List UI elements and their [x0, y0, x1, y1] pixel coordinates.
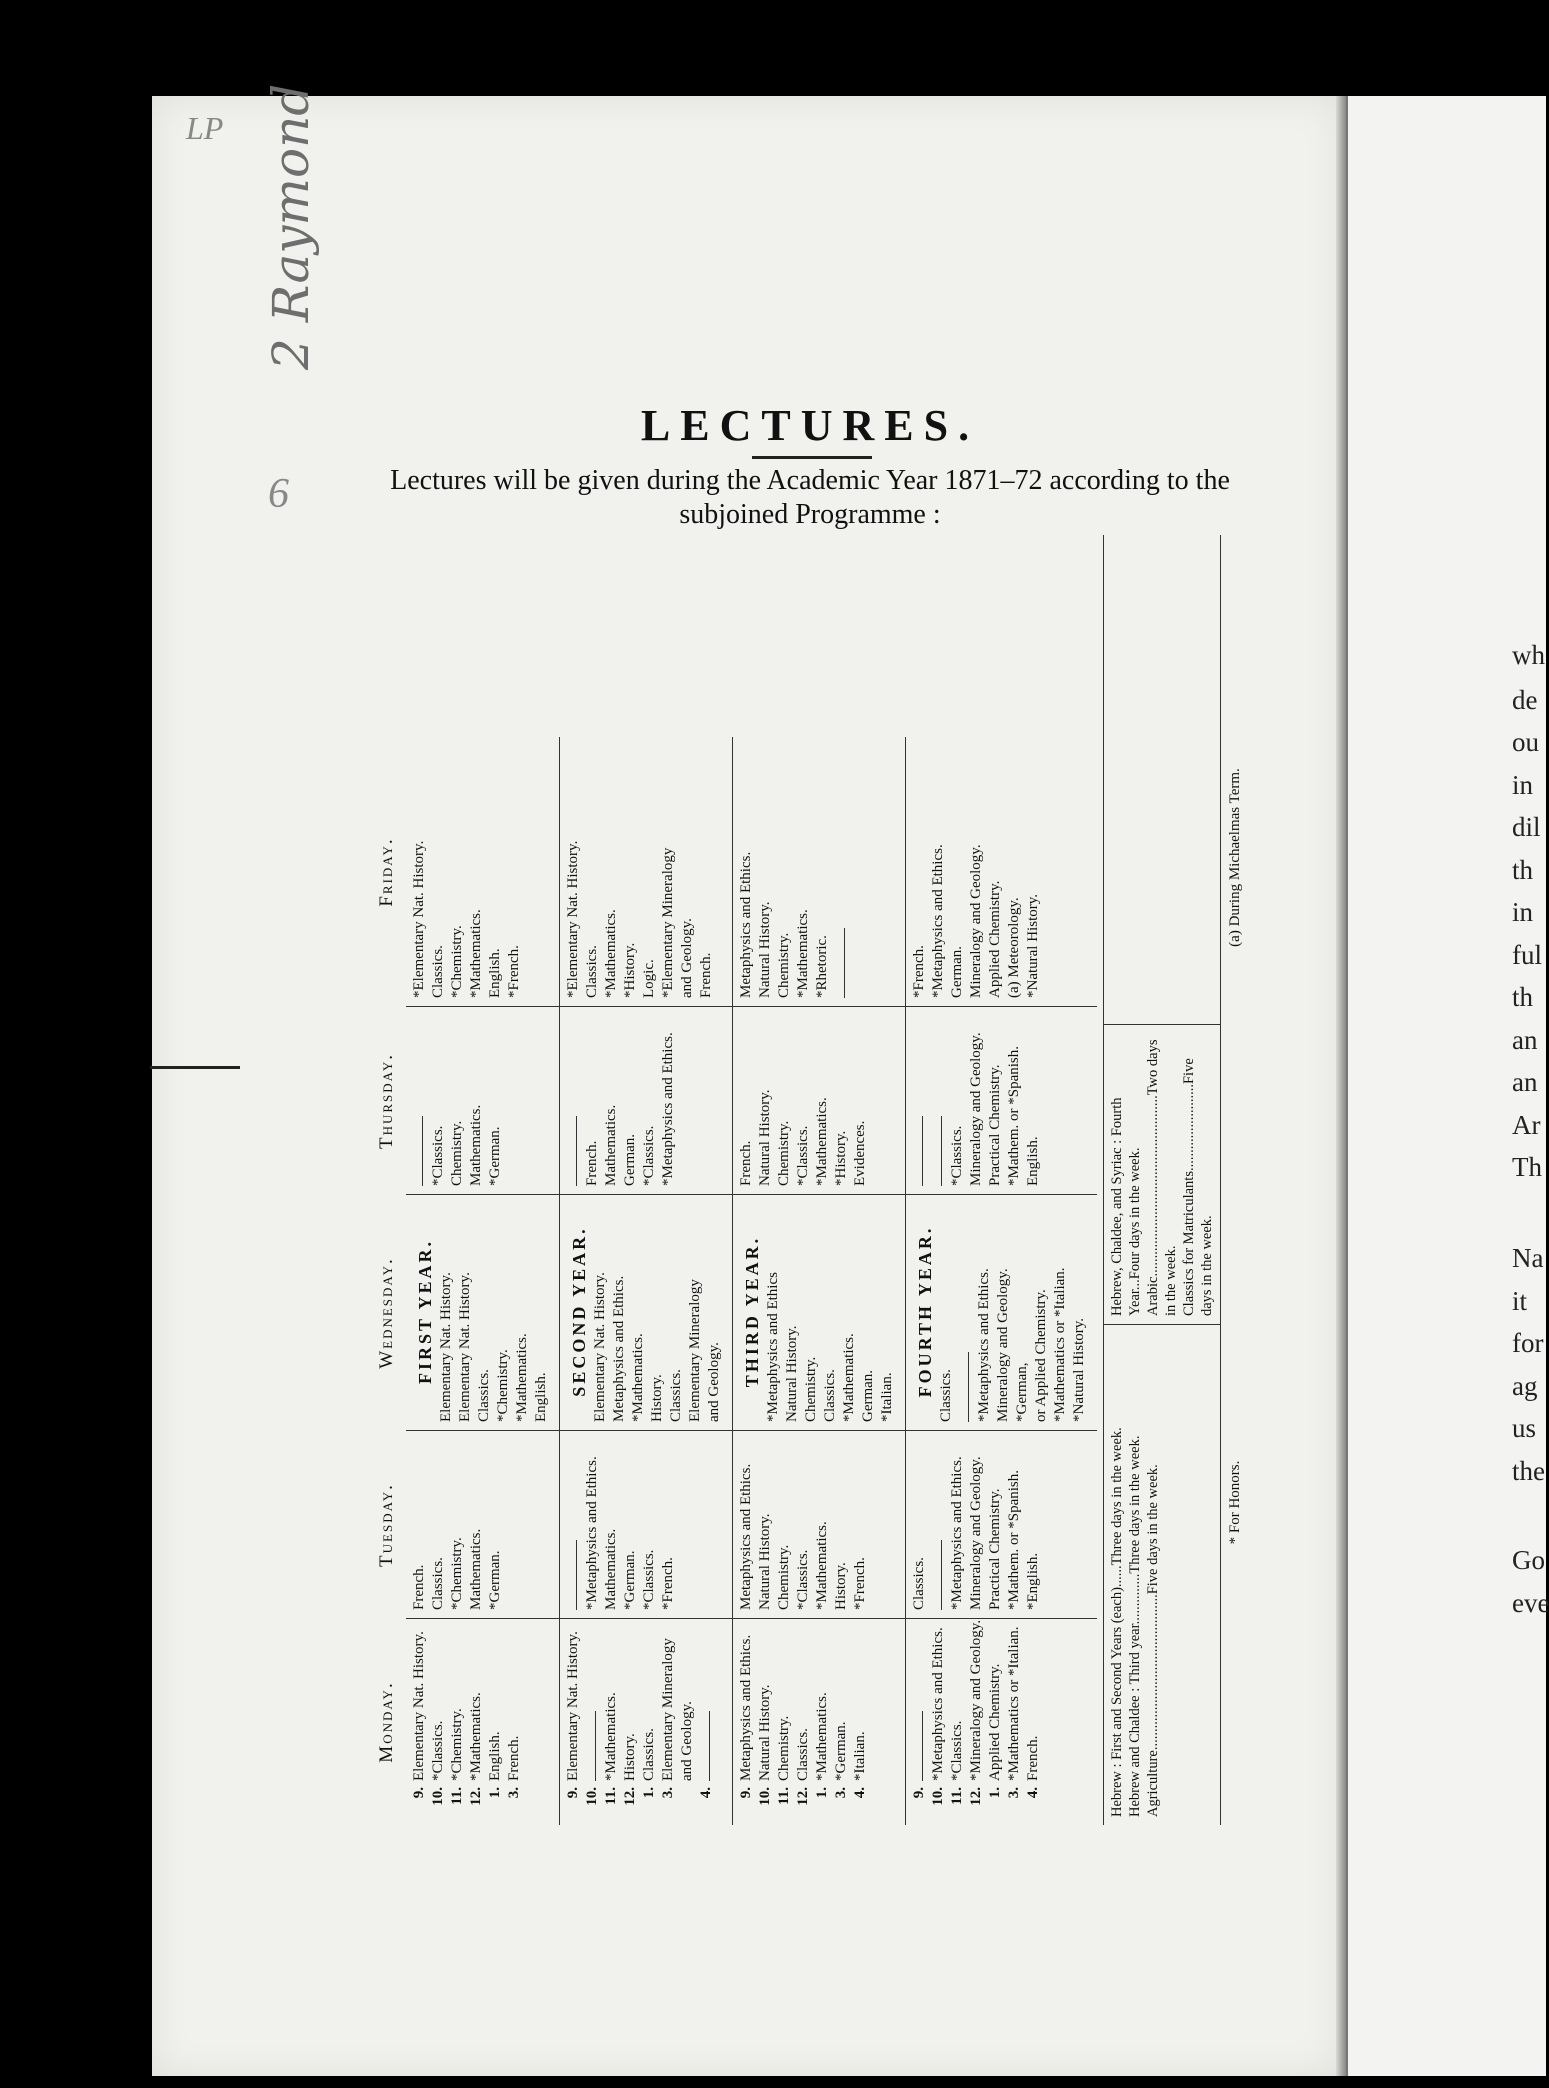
cell-monday-y3: [732, 1619, 905, 1825]
footer-arabic-column: [1104, 1025, 1220, 1325]
lecture-entry: [775, 1625, 794, 1817]
cell-thursday-y3: [732, 1007, 905, 1195]
lecture-subject: *German.: [833, 1721, 849, 1781]
hour-number: 11.: [603, 1787, 619, 1805]
day-header-wednesday: Wednesday.: [376, 1257, 397, 1369]
lecture-entry: [505, 1625, 524, 1817]
lecture-subject: *Mathematics.: [468, 1692, 484, 1781]
lecture-entry: Mathematics.: [468, 1528, 484, 1610]
hour-number: 11.: [449, 1787, 465, 1805]
hour-number: 10.: [930, 1787, 946, 1806]
lecture-subject: French.: [506, 1735, 522, 1781]
hour-number: 1.: [487, 1787, 503, 1799]
lecture-entry: [832, 743, 851, 998]
lecture-entry: [640, 1625, 659, 1817]
hour-number: 1.: [987, 1787, 1003, 1799]
cell-thursday-y1: [406, 1007, 559, 1195]
cell-monday-y1: [406, 1619, 559, 1825]
hour-number: 3.: [506, 1787, 522, 1799]
lecture-subject: *Mineralogy and Geology.: [968, 1619, 984, 1781]
lecture-entry: French.: [411, 1564, 427, 1610]
lecture-entry: [929, 1437, 948, 1610]
lecture-subject: Elementary Nat. History.: [411, 1631, 427, 1781]
cell-tuesday-y3: [732, 1431, 905, 1619]
year-heading-first: FIRST YEAR.: [415, 1238, 435, 1385]
lecture-entry: Natural History.: [757, 901, 773, 998]
hour-number: 9.: [911, 1787, 927, 1799]
lecture-entry: *French.: [852, 1557, 868, 1610]
lecture-subject: Elementary Nat. History.: [565, 1631, 581, 1781]
cell-wednesday-y1: [406, 1195, 559, 1431]
lecture-entry: [910, 1013, 929, 1186]
lecture-entry: *Natural History.: [1071, 1317, 1087, 1422]
lecture-entry: *German.: [622, 1550, 638, 1610]
lecture-entry: *French.: [911, 945, 927, 998]
hour-number: 12.: [468, 1787, 484, 1806]
facing-page-word: ful: [1512, 940, 1542, 970]
lecture-entry: *Metaphysics and Ethics: [765, 1272, 781, 1422]
lecture-entry: *Mathematics or *Italian.: [1052, 1267, 1068, 1422]
lecture-entry: Natural History.: [757, 1089, 773, 1186]
lecture-entry: Metaphysics and Ethics.: [611, 1275, 627, 1422]
lecture-entry: [832, 1625, 851, 1817]
lecture-entry: *Mathem. or *Spanish.: [1006, 1470, 1022, 1610]
facing-page-word: the: [1512, 1456, 1545, 1486]
footer-line: Hebrew and Chaldee : Third year..............Three days in the week.: [1127, 1435, 1143, 1817]
lecture-entry: *Classics.: [641, 1125, 657, 1186]
lecture-entry: French.: [738, 1140, 754, 1186]
hour-number: 12.: [968, 1787, 984, 1806]
lecture-entry: Natural History.: [757, 1513, 773, 1610]
lecture-subject: English.: [487, 1731, 503, 1781]
lecture-entry: *German.: [487, 1126, 503, 1186]
lecture-entry: Mineralogy and Geology.: [968, 1456, 984, 1610]
facing-page-word: th: [1512, 982, 1534, 1012]
lecture-entry: Practical Chemistry.: [987, 1488, 1003, 1610]
lecture-entry: [929, 1625, 948, 1817]
margin-mark: [150, 1066, 240, 1069]
facing-page-word: de: [1512, 685, 1538, 715]
lecture-entry: [813, 1625, 832, 1817]
lecture-subject: Applied Chemistry.: [987, 1663, 1003, 1781]
lecture-subject: History.: [622, 1733, 638, 1781]
hour-number: 12.: [795, 1787, 811, 1806]
lecture-entry: Elementary Nat. History.: [592, 1272, 608, 1422]
year-heading-second: SECOND YEAR.: [569, 1226, 589, 1397]
cell-wednesday-y2: [559, 1195, 732, 1431]
lecture-entry: [410, 1013, 429, 1186]
lecture-entry: *Chemistry.: [449, 1537, 465, 1610]
lecture-subject: Natural History.: [757, 1684, 773, 1781]
lecture-entry: Mineralogy and Geology.: [968, 844, 984, 998]
lecture-entry: *Classics.: [795, 1549, 811, 1610]
lecture-entry: [659, 1625, 678, 1817]
hour-number: 10.: [584, 1787, 600, 1806]
lecture-entry: [967, 1619, 986, 1817]
lecture-entry: Classics.: [476, 1369, 492, 1422]
footer-line: Hebrew, Chaldee, and Syriac : Fourth Year...Four days in the week.: [1109, 1097, 1143, 1316]
lecture-entry: *Metaphysics and Ethics.: [930, 844, 946, 998]
lecture-entry: Classics.: [430, 1557, 446, 1610]
lecture-entry: [756, 1625, 775, 1817]
lecture-entry: [956, 1201, 975, 1422]
facing-page-word: it: [1512, 1286, 1528, 1316]
lecture-entry: Classics.: [584, 945, 600, 998]
lecture-entry: *Mathematics.: [630, 1333, 646, 1422]
footer-hebrew-column: [1104, 1325, 1220, 1825]
lecture-subject: *Classics.: [430, 1720, 446, 1781]
lecture-subject: Classics.: [795, 1728, 811, 1781]
hour-number: 10.: [757, 1787, 773, 1806]
facing-page-word: in: [1512, 770, 1534, 800]
lecture-entry: English.: [533, 1372, 549, 1422]
day-header-tuesday: Tuesday.: [376, 1483, 397, 1567]
lecture-entry: [467, 1625, 486, 1817]
lecture-entry: [564, 1625, 583, 1817]
lecture-entry: Logic.: [641, 959, 657, 998]
lecture-subject: *Mathematics.: [814, 1692, 830, 1781]
footer-line: Agriculture...........................................Five days in the week.: [1145, 1464, 1161, 1817]
year-heading-third: THIRD YEAR.: [742, 1235, 762, 1388]
facing-page-word: in: [1512, 897, 1534, 927]
lecture-entry: *Mathematics.: [795, 909, 811, 998]
lecture-subject: *Italian.: [852, 1731, 868, 1781]
facing-page-word: th: [1512, 855, 1534, 885]
lecture-subject: Classics.: [641, 1728, 657, 1781]
lecture-entry: [1005, 1625, 1024, 1817]
lecture-entry: *History.: [833, 1130, 849, 1186]
hour-number: 4.: [698, 1787, 714, 1799]
lecture-entry: Chemistry.: [449, 1120, 465, 1186]
lecture-entry: French.: [698, 952, 714, 998]
hour-number: 4.: [852, 1787, 868, 1799]
footer-line: Hebrew : First and Second Years (each)......Three days in the week.: [1109, 1427, 1125, 1817]
lecture-entry: Metaphysics and Ethics.: [738, 1463, 754, 1610]
lecture-entry: *Elementary Mineralogy: [660, 847, 676, 998]
lecture-entry: *Metaphysics and Ethics.: [584, 1456, 600, 1610]
lecture-entry: [737, 1625, 756, 1817]
intro-text: Lectures will be given during the Academic Year 1871–72 according to the subjoined Programme :: [390, 465, 1230, 530]
lecture-entry: *Italian.: [879, 1372, 895, 1422]
facing-page-word: an: [1512, 1067, 1538, 1097]
lecture-entry: Mathematics.: [603, 1528, 619, 1610]
lecture-entry: *English.: [1025, 1552, 1041, 1610]
honors-footnote: * For Honors.: [1227, 1460, 1243, 1545]
day-header-monday: Monday.: [376, 1681, 397, 1763]
lecture-subject: *Chemistry.: [449, 1708, 465, 1781]
lecture-entry: Elementary Mineralogy: [687, 1279, 703, 1422]
lecture-entry: English.: [487, 948, 503, 998]
blank-slot: [929, 1540, 942, 1610]
blank-slot: [697, 1711, 710, 1781]
lecture-entry: *Classics.: [430, 1125, 446, 1186]
lecture-entry: *Metaphysics and Ethics.: [976, 1268, 992, 1422]
michaelmas-footnote: (a) During Michaelmas Term.: [1227, 768, 1243, 947]
facing-page-word: Go: [1512, 1545, 1545, 1575]
day-header-thursday: Thursday.: [376, 1053, 397, 1150]
blank-slot: [564, 1540, 577, 1610]
lecture-entry: *Classics.: [641, 1549, 657, 1610]
lecture-entry: [410, 1625, 429, 1817]
cell-thursday-y2: [559, 1007, 732, 1195]
cell-wednesday-y3: [732, 1195, 905, 1431]
cell-tuesday-y2: [559, 1431, 732, 1619]
lecture-entry: (a) Meteorology.: [1006, 897, 1022, 998]
lecture-entry: and Geology.: [706, 1342, 722, 1422]
lecture-entry: [1024, 1625, 1043, 1817]
lecture-timetable: [375, 535, 1243, 1825]
page-binding: [1336, 96, 1346, 2076]
lecture-subject: Elementary Mineralogy: [660, 1638, 676, 1781]
lecture-entry: Mineralogy and Geology.: [968, 1032, 984, 1186]
lecture-subject: *Metaphysics and Ethics.: [930, 1627, 946, 1781]
lecture-entry: *Rhetoric.: [814, 935, 830, 998]
lecture-entry: *Mathematics.: [814, 1521, 830, 1610]
lecture-entry: *Mathematics.: [514, 1333, 530, 1422]
cell-friday-y2: [559, 737, 732, 1007]
lecture-entry: Classics.: [911, 1557, 927, 1610]
footnotes: [1227, 535, 1244, 1825]
lecture-subject: Metaphysics and Ethics.: [738, 1634, 754, 1781]
lecture-subject: and Geology.: [679, 1701, 695, 1781]
blank-slot: [583, 1711, 596, 1781]
facing-page-word: ou: [1512, 727, 1539, 757]
lecture-entry: Chemistry.: [776, 1544, 792, 1610]
lecture-subject: Chemistry.: [776, 1715, 792, 1781]
facing-page-word: Th: [1512, 1152, 1542, 1182]
lecture-entry: English.: [1025, 1136, 1041, 1186]
blank-slot: [929, 1116, 942, 1186]
lecture-entry: *Mathem. or *Spanish.: [1006, 1046, 1022, 1186]
lecture-entry: *Mathematics.: [603, 909, 619, 998]
facing-page-word: Ar: [1512, 1110, 1541, 1140]
hour-number: 1.: [814, 1787, 830, 1799]
blank-slot: [564, 1116, 577, 1186]
lecture-entry: Mathematics.: [468, 1104, 484, 1186]
lecture-entry: Classics.: [430, 945, 446, 998]
handwritten-corner-mark: LP: [186, 110, 224, 146]
lecture-entry: History.: [649, 1374, 665, 1422]
lecture-entry: *Metaphysics and Ethics.: [660, 1032, 676, 1186]
lecture-entry: [910, 1625, 929, 1817]
lecture-entry: Evidences.: [852, 1120, 868, 1186]
facing-page-word: eve: [1512, 1588, 1549, 1618]
cell-friday-y3: [732, 737, 905, 1007]
timetable-grid: [375, 535, 1097, 1825]
lecture-entry: *Mathematics.: [814, 1097, 830, 1186]
lecture-entry: Chemistry.: [803, 1356, 819, 1422]
lecture-subject: French.: [1025, 1735, 1041, 1781]
lecture-entry: *Mathematics.: [841, 1333, 857, 1422]
lecture-subject: *Mathematics or *Italian.: [1006, 1626, 1022, 1781]
lecture-entry: *Natural History.: [1025, 893, 1041, 998]
hour-number: 12.: [622, 1787, 638, 1806]
lecture-entry: or Applied Chemistry.: [1033, 1289, 1049, 1422]
hour-number: 3.: [833, 1787, 849, 1799]
lecture-entry: Classics.: [668, 1369, 684, 1422]
lecture-entry: *History.: [622, 942, 638, 998]
year-heading-fourth: FOURTH YEAR.: [915, 1225, 935, 1398]
day-header-friday: Friday.: [376, 837, 397, 907]
lecture-entry: [564, 1437, 583, 1610]
lecture-entry: Classics.: [822, 1369, 838, 1422]
lecture-entry: *Classics.: [949, 1125, 965, 1186]
facing-page-word: us: [1512, 1413, 1537, 1443]
lecture-entry: *Chemistry.: [495, 1349, 511, 1422]
lecture-entry: [564, 1013, 583, 1186]
blank-slot: [956, 1352, 969, 1422]
hour-number: 10.: [430, 1787, 446, 1806]
lecture-entry: *Elementary Nat. History.: [565, 840, 581, 998]
lecture-subject: *Mathematics.: [603, 1692, 619, 1781]
lecture-entry: and Geology.: [679, 918, 695, 998]
lecture-entry: *German,: [1014, 1362, 1030, 1422]
blank-slot: [910, 1116, 923, 1186]
lecture-entry: *French.: [660, 1557, 676, 1610]
lecture-entry: History.: [833, 1562, 849, 1610]
lecture-entry: [986, 1625, 1005, 1817]
lecture-entry: [851, 1625, 870, 1817]
blank-slot: [910, 1711, 923, 1781]
lecture-entry: Applied Chemistry.: [987, 880, 1003, 998]
lecture-entry: [678, 1625, 697, 1817]
blank-slot: [410, 1116, 423, 1186]
facing-page-word: wh: [1512, 640, 1545, 670]
lecture-entry: *Elementary Nat. History.: [411, 840, 427, 998]
handwritten-note: 2 Raymond: [262, 83, 320, 370]
title-underline: [752, 456, 872, 459]
lecture-entry: [486, 1625, 505, 1817]
lecture-entry: Mineralogy and Geology.: [995, 1268, 1011, 1422]
hour-number: 4.: [1025, 1787, 1041, 1799]
lecture-entry: [621, 1625, 640, 1817]
facing-page-word: Na: [1512, 1243, 1544, 1273]
lecture-entry: [794, 1625, 813, 1817]
lecture-entry: Chemistry.: [776, 1120, 792, 1186]
lecture-entry: German.: [860, 1369, 876, 1422]
lecture-entry: German.: [622, 1133, 638, 1186]
hour-number: 9.: [565, 1787, 581, 1799]
lecture-entry: [429, 1625, 448, 1817]
cell-tuesday-y4: [905, 1431, 1097, 1619]
cell-tuesday-y1: [406, 1431, 559, 1619]
lecture-entry: [697, 1625, 716, 1817]
hour-number: 11.: [949, 1787, 965, 1805]
timetable-footer: [1103, 535, 1221, 1825]
lecture-entry: *Chemistry.: [449, 925, 465, 998]
lecture-entry: French.: [584, 1140, 600, 1186]
handwritten-number: 6: [268, 471, 289, 517]
hour-number: 3.: [1006, 1787, 1022, 1799]
page-title: LECTURES.: [640, 401, 980, 450]
footer-line: Classics for Matriculants........................Five days in the week.: [1181, 1058, 1215, 1316]
facing-page-word: for: [1512, 1328, 1544, 1358]
lecture-entry: Elementary Nat. History.: [438, 1272, 454, 1422]
hour-number: 11.: [776, 1787, 792, 1805]
lecture-entry: Mathematics.: [603, 1104, 619, 1186]
cell-friday-y1: [406, 737, 559, 1007]
lecture-entry: *Metaphysics and Ethics.: [949, 1456, 965, 1610]
lecture-entry: Natural History.: [784, 1325, 800, 1422]
lecture-entry: German.: [949, 945, 965, 998]
lecture-entry: *Mathematics.: [468, 909, 484, 998]
facing-page-word: dil: [1512, 812, 1541, 842]
cell-monday-y4: [905, 1619, 1097, 1825]
cell-thursday-y4: [905, 1007, 1097, 1195]
hour-number: 9.: [738, 1787, 754, 1799]
blank-slot: [832, 928, 845, 998]
lecture-entry: [583, 1625, 602, 1817]
footer-blank-column: [1104, 537, 1220, 1025]
facing-page-word: an: [1512, 1025, 1538, 1055]
lecture-entry: Chemistry.: [776, 932, 792, 998]
footer-line: Arabic..................................................Two days in the week.: [1145, 1039, 1179, 1316]
lecture-entry: *French.: [506, 945, 522, 998]
lecture-subject: *Classics.: [949, 1720, 965, 1781]
lecture-entry: *Classics.: [795, 1125, 811, 1186]
hour-number: 1.: [641, 1787, 657, 1799]
lecture-entry: *German.: [487, 1550, 503, 1610]
hour-number: 9.: [411, 1787, 427, 1799]
cell-friday-y4: [905, 737, 1097, 1007]
hour-number: 3.: [660, 1787, 676, 1799]
lecture-entry: Classics.: [938, 1369, 954, 1422]
lecture-entry: [948, 1625, 967, 1817]
lecture-entry: Practical Chemistry.: [987, 1064, 1003, 1186]
lecture-entry: [929, 1013, 948, 1186]
cell-wednesday-y4: [905, 1195, 1097, 1431]
lecture-entry: [602, 1625, 621, 1817]
lecture-entry: [448, 1625, 467, 1817]
cell-monday-y2: [559, 1619, 732, 1825]
lecture-entry: Elementary Nat. History.: [457, 1272, 473, 1422]
lecture-entry: Metaphysics and Ethics.: [738, 851, 754, 998]
facing-page-word: ag: [1512, 1371, 1538, 1401]
